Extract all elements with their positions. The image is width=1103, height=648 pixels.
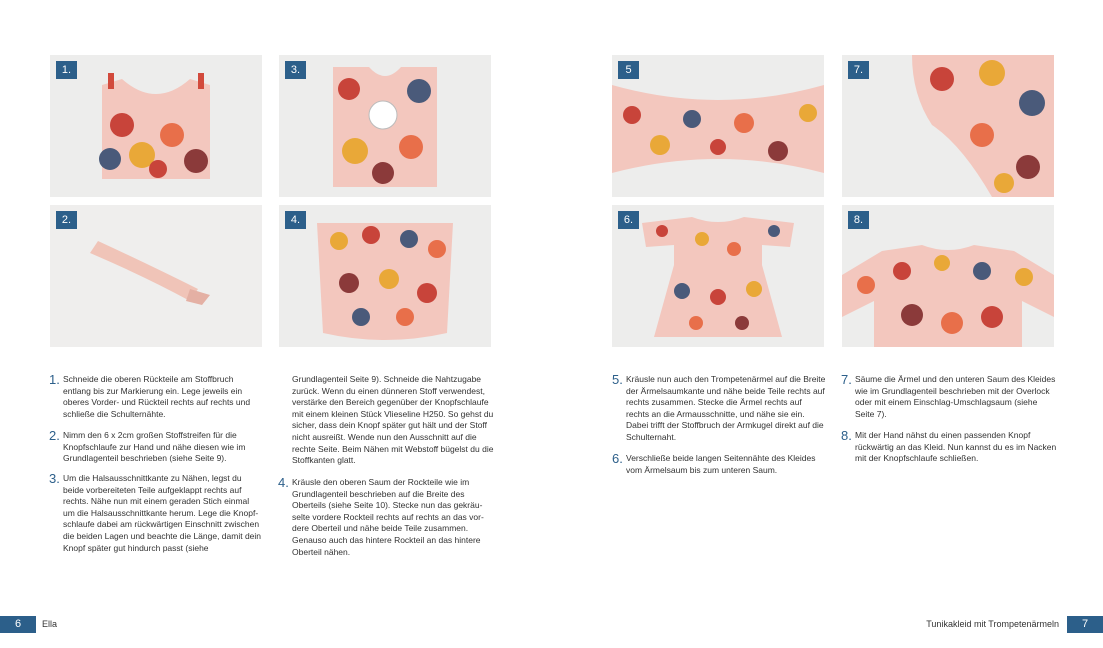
step-text: Mit der Hand nähst du einen passenden Knopf rückwärtig an das Kleid. Nun kannst du es im Nacken mit der Knopfschlaufe schließen.: [855, 430, 1057, 464]
step-6: [612, 451, 826, 476]
photo-step-6: [612, 205, 824, 347]
step-text: Nimm den 6 x 2cm großen Stoffstreifen für die Knopfschlaufe zur Hand und nähe diesen wie im Grundlagenteil beschrieben (siehe Seite 9).: [63, 430, 246, 464]
photo-step-4: [279, 205, 491, 347]
step-3-continued: [292, 374, 494, 467]
step-number: 7.: [841, 372, 852, 387]
step-text: Um die Halsausschnittkante zu Nähen, legst du beide vorbereiteten Teile aufgeklappt rechts auf rechts. Nähe nun mit einem geraden Stich einmal um die Halsausschnittkante herum. Lege die Knopfschlaufe dabei am rückwärtigen Einschnitt zwischen die beiden Lagen und beachte die Länge, damit dein Knopf später gut hindurch passt (siehe: [63, 473, 262, 553]
step-5: [612, 372, 826, 444]
step-4: [278, 475, 494, 558]
photo-dress-assembled: [612, 205, 824, 347]
step-number: 3.: [49, 471, 60, 486]
step-2: [49, 428, 263, 465]
step-1: [49, 372, 263, 420]
step-3: [49, 471, 263, 554]
photo-step-badge: 4.: [285, 211, 306, 229]
step-number: 6.: [612, 451, 623, 466]
step-text: Schneide die oberen Rückteile am Stoffbruch entlang bis zur Markierung ein. Lege jeweils ein oberes Vorder- und Rückteil rechts auf rechts und schließe die Schulternähte.: [63, 374, 251, 419]
photo-bodice-front: [50, 55, 262, 197]
photo-step-badge: 8.: [848, 211, 869, 229]
photo-step-badge: 5: [618, 61, 639, 79]
page-number-left: 6: [0, 616, 36, 633]
photo-step-7: [842, 55, 1054, 197]
step-number: 2.: [49, 428, 60, 443]
photo-step-badge: 7.: [848, 61, 869, 79]
photo-step-badge: 6.: [618, 211, 639, 229]
step-text: Grundlagenteil Seite 9). Schneide die Nahtzugabe zurück. Wenn du einen dünneren Stoff verwendest, verstärke den Bereich gegenüber der Knopfschlaufe mit einem kleinen Stück Vlieseline H250. So gehst du sicher, dass dein Knopf später gut hält und der Stoff nicht ausreißt. Wende nun den Ausschnitt auf die rechte Seite. Beim Nähen mit Webstoff bügelst du die Stoffkanten glatt.: [292, 374, 494, 466]
photo-step-badge: 2.: [56, 211, 77, 229]
page-number-right: 7: [1067, 616, 1103, 633]
photo-sleeve-hem: [842, 55, 1054, 197]
step-number: 4.: [278, 475, 289, 490]
step-text: Säume die Ärmel und den unteren Saum des Kleides wie im Grundlagenteil beschrieben mit der Overlock oder mit einem Einschlag-Umschlagsaum (siehe Seite 7).: [855, 374, 1056, 419]
step-number: 5.: [612, 372, 623, 387]
photo-button-loop-strip: [50, 205, 262, 347]
photo-sleeve-gathered: [612, 55, 824, 197]
photo-neckline: [279, 55, 491, 197]
step-text: Verschließe beide langen Seitennähte des Kleides vom Ärmelsaum bis zum unteren Saum.: [626, 453, 816, 475]
step-text: Kräusle den oberen Saum der Rockteile wie im Grundlagenteil beschrieben auf die Breite des Oberteils (siehe Seite 10). Stecke nun das gekräuselte vordere Rockteil rechts auf rechts an das vordere Oberteil und nähe beide Teile zusammen. Genauso auch das hintere Rockteil an das hintere Oberteil nähen.: [292, 477, 484, 557]
photo-step-badge: 1.: [56, 61, 77, 79]
photo-step-8: [842, 205, 1054, 347]
photo-step-3: [279, 55, 491, 197]
footer-label-left: Ella: [42, 619, 58, 629]
step-number: 8.: [841, 428, 852, 443]
step-number: 1.: [49, 372, 60, 387]
photo-step-5: [612, 55, 824, 197]
photo-step-1: [50, 55, 262, 197]
footer-label-right: Tunikakleid mit Trompetenärmeln: [926, 619, 1059, 629]
photo-skirt-attached: [279, 205, 491, 347]
photo-step-badge: 3.: [285, 61, 306, 79]
step-text: Kräusle nun auch den Trompetenärmel auf die Breite der Ärmelsaumkante und nähe beide Teile rechts auf rechts zusammen. Stecke die Ärmel rechts auf rechts an die Armausschnitte, und nähe sie ein. Dabei trifft der Stoffbruch der Armkugel direkt auf die Schulternaht.: [626, 374, 826, 442]
photo-step-2: [50, 205, 262, 347]
step-7: [841, 372, 1057, 420]
step-8: [841, 428, 1057, 465]
photo-finished-dress: [842, 205, 1054, 347]
